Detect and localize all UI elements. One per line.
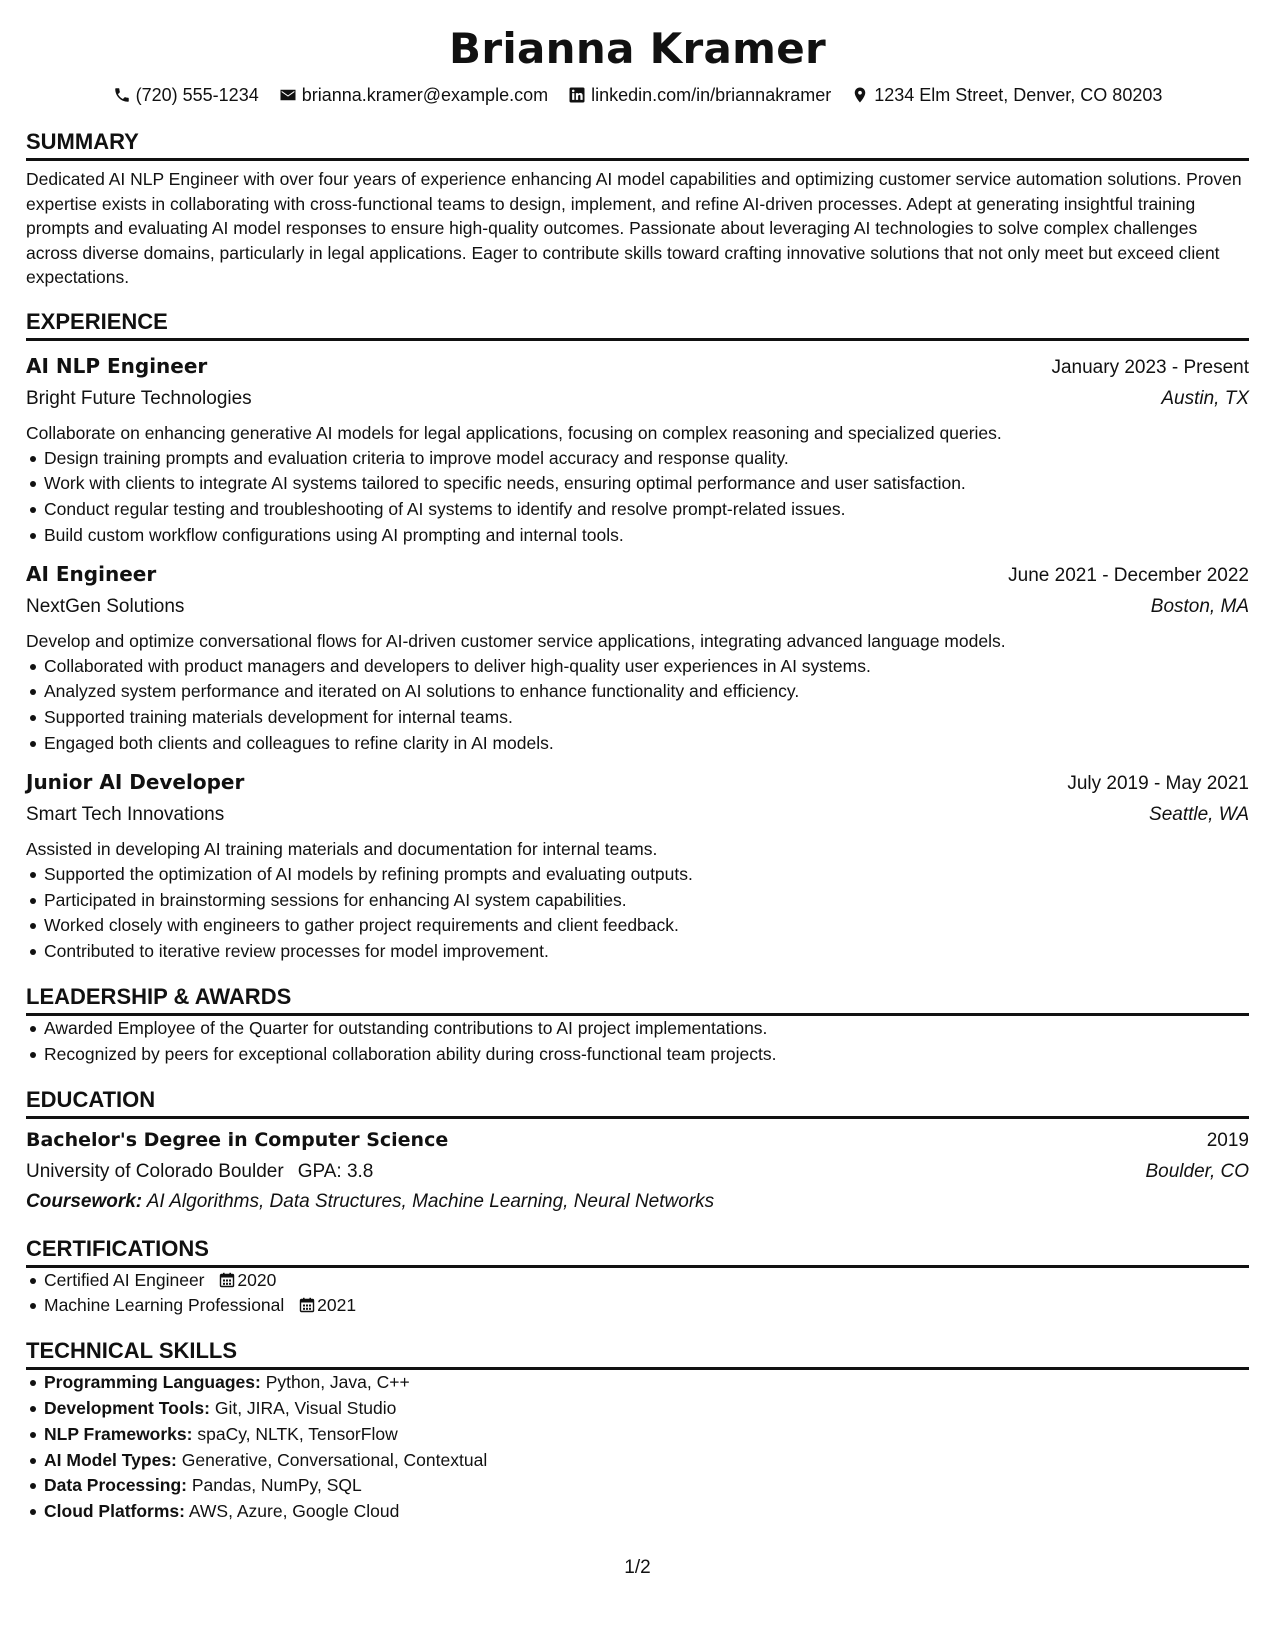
section-title: CERTIFICATIONS bbox=[26, 1235, 1249, 1268]
list-item bbox=[44, 1448, 1249, 1474]
section-title: SUMMARY bbox=[26, 128, 1249, 161]
section-title: EXPERIENCE bbox=[26, 308, 1249, 341]
list-item: Collaborated with product managers and developers to deliver high-quality user experiences in AI systems. bbox=[44, 654, 1249, 680]
degree-title: Bachelor's Degree in Computer Science bbox=[26, 1128, 449, 1151]
skill-label: AI Model Types: bbox=[44, 1449, 177, 1470]
job-description: Assisted in developing AI training materials and documentation for internal teams. bbox=[26, 838, 658, 859]
summary-text: Dedicated AI NLP Engineer with over four years of experience enhancing AI model capabilities and optimizing customer service automation solutions. Proven expertise exists in collaborating with cross-functional teams to design, implement, and refine AI-driven processes. Adept at generating insightful training prompts and evaluating AI model responses to ensure high-quality outcomes. Passionate about leveraging AI technologies to solve complex challenges across diverse domains, particularly in legal applications. Eager to contribute skills toward crafting innovative solutions that not only meet but exceed client expectations. bbox=[26, 169, 1242, 287]
leadership-section bbox=[26, 983, 1249, 1068]
skill-label: Programming Languages: bbox=[44, 1372, 261, 1393]
list-item: Recognized by peers for exceptional collaboration ability during cross-functional team projects. bbox=[44, 1042, 1249, 1068]
certification-year: 2020 bbox=[237, 1269, 277, 1290]
list-item bbox=[44, 1268, 1249, 1294]
list-item: Worked closely with engineers to gather project requirements and client feedback. bbox=[44, 913, 1249, 939]
section-title: LEADERSHIP & AWARDS bbox=[26, 983, 1249, 1016]
job-location: Austin, TX bbox=[1161, 387, 1249, 409]
candidate-name: Brianna Kramer bbox=[449, 24, 826, 73]
list-item: Work with clients to integrate AI systems tailored to specific needs, ensuring optimal performance and user satisfaction. bbox=[44, 471, 1249, 497]
experience-section bbox=[26, 308, 1249, 966]
contact-phone[interactable] bbox=[113, 80, 259, 110]
list-item bbox=[44, 1422, 1249, 1448]
skills-section bbox=[26, 1337, 1249, 1525]
linkedin-icon bbox=[568, 86, 586, 104]
awards-list bbox=[26, 1016, 1249, 1068]
job-location: Seattle, WA bbox=[1149, 803, 1249, 825]
graduation-year: 2019 bbox=[1206, 1129, 1249, 1151]
job-title: Junior AI Developer bbox=[26, 769, 245, 794]
school-location: Boulder, CO bbox=[1145, 1160, 1249, 1182]
skill-label: NLP Frameworks: bbox=[44, 1423, 193, 1444]
contact-linkedin[interactable] bbox=[568, 80, 831, 110]
job-dates: July 2019 - May 2021 bbox=[1067, 772, 1249, 794]
gpa: GPA: 3.8 bbox=[297, 1160, 374, 1182]
calendar-icon bbox=[219, 1272, 235, 1288]
job-bullets bbox=[26, 862, 1249, 965]
skill-value: Pandas, NumPy, SQL bbox=[191, 1475, 362, 1496]
job-dates: January 2023 - Present bbox=[1051, 356, 1249, 378]
list-item: Conduct regular testing and troubleshooting of AI systems to identify and resolve prompt-related issues. bbox=[44, 497, 1249, 523]
contact-address bbox=[851, 80, 1162, 110]
summary-section bbox=[26, 128, 1249, 290]
list-item bbox=[44, 1396, 1249, 1422]
list-item: Build custom workflow configurations using AI prompting and internal tools. bbox=[44, 523, 1249, 549]
school-line bbox=[26, 1158, 373, 1186]
section-title: TECHNICAL SKILLS bbox=[26, 1337, 1249, 1370]
job-title: AI Engineer bbox=[26, 561, 157, 586]
skill-value: Generative, Conversational, Contextual bbox=[181, 1449, 488, 1470]
skill-value: Git, JIRA, Visual Studio bbox=[214, 1398, 397, 1419]
address-text: 1234 Elm Street, Denver, CO 80203 bbox=[874, 85, 1163, 105]
list-item bbox=[44, 1370, 1249, 1396]
skill-value: spaCy, NLTK, TensorFlow bbox=[197, 1423, 398, 1444]
list-item: Awarded Employee of the Quarter for outstanding contributions to AI project implementations. bbox=[44, 1016, 1249, 1042]
map-pin-icon bbox=[851, 86, 869, 104]
list-item: Design training prompts and evaluation criteria to improve model accuracy and response quality. bbox=[44, 446, 1249, 472]
phone-text: (720) 555-1234 bbox=[135, 85, 259, 105]
skill-label: Data Processing: bbox=[44, 1475, 187, 1496]
coursework-line bbox=[26, 1187, 1249, 1217]
certification-name: Machine Learning Professional bbox=[44, 1295, 285, 1316]
job-company: Smart Tech Innovations bbox=[26, 803, 225, 825]
list-item: Participated in brainstorming sessions for enhancing AI system capabilities. bbox=[44, 888, 1249, 914]
list-item: Analyzed system performance and iterated on AI solutions to enhance functionality and efficiency. bbox=[44, 679, 1249, 705]
page-number: 1/2 bbox=[624, 1557, 651, 1578]
linkedin-text: linkedin.com/in/briannakramer bbox=[591, 85, 832, 105]
job-location: Boston, MA bbox=[1150, 595, 1249, 617]
job-description: Collaborate on enhancing generative AI models for legal applications, focusing on complex reasoning and specialized queries. bbox=[26, 422, 1002, 443]
list-item: Supported the optimization of AI models by refining prompts and evaluating outputs. bbox=[44, 862, 1249, 888]
coursework-label: Coursework: bbox=[26, 1190, 143, 1212]
job-entry bbox=[26, 767, 1249, 965]
list-item bbox=[44, 1499, 1249, 1525]
list-item: Engaged both clients and colleagues to refine clarity in AI models. bbox=[44, 731, 1249, 757]
envelope-icon bbox=[279, 86, 297, 104]
job-description: Develop and optimize conversational flows for AI-driven customer service applications, integrating advanced language models. bbox=[26, 630, 1006, 651]
calendar-icon bbox=[299, 1297, 315, 1313]
list-item bbox=[44, 1473, 1249, 1499]
job-company: NextGen Solutions bbox=[26, 595, 185, 617]
phone-icon bbox=[113, 86, 131, 104]
skill-label: Cloud Platforms: bbox=[44, 1501, 185, 1522]
education-section bbox=[26, 1086, 1249, 1217]
job-company: Bright Future Technologies bbox=[26, 387, 252, 409]
school-name: University of Colorado Boulder bbox=[26, 1160, 284, 1182]
section-title: EDUCATION bbox=[26, 1086, 1249, 1119]
job-entry bbox=[26, 351, 1249, 549]
job-bullets bbox=[26, 446, 1249, 549]
contact-bar bbox=[26, 80, 1249, 110]
certifications-section bbox=[26, 1235, 1249, 1320]
list-item: Supported training materials development for internal teams. bbox=[44, 705, 1249, 731]
email-text: brianna.kramer@example.com bbox=[301, 85, 549, 105]
certification-name: Certified AI Engineer bbox=[44, 1269, 205, 1290]
list-item: Contributed to iterative review processes for model improvement. bbox=[44, 939, 1249, 965]
certifications-list bbox=[26, 1268, 1249, 1320]
job-dates: June 2021 - December 2022 bbox=[1008, 564, 1249, 586]
contact-email[interactable] bbox=[279, 80, 548, 110]
skill-value: AWS, Azure, Google Cloud bbox=[188, 1501, 400, 1522]
skills-list bbox=[26, 1370, 1249, 1525]
skill-label: Development Tools: bbox=[44, 1398, 210, 1419]
job-entry bbox=[26, 559, 1249, 757]
job-title: AI NLP Engineer bbox=[26, 353, 208, 378]
job-bullets bbox=[26, 654, 1249, 757]
certification-year: 2021 bbox=[317, 1295, 357, 1316]
skill-value: Python, Java, C++ bbox=[265, 1372, 410, 1393]
coursework-list: AI Algorithms, Data Structures, Machine Learning, Neural Networks bbox=[146, 1190, 715, 1212]
list-item bbox=[44, 1293, 1249, 1319]
